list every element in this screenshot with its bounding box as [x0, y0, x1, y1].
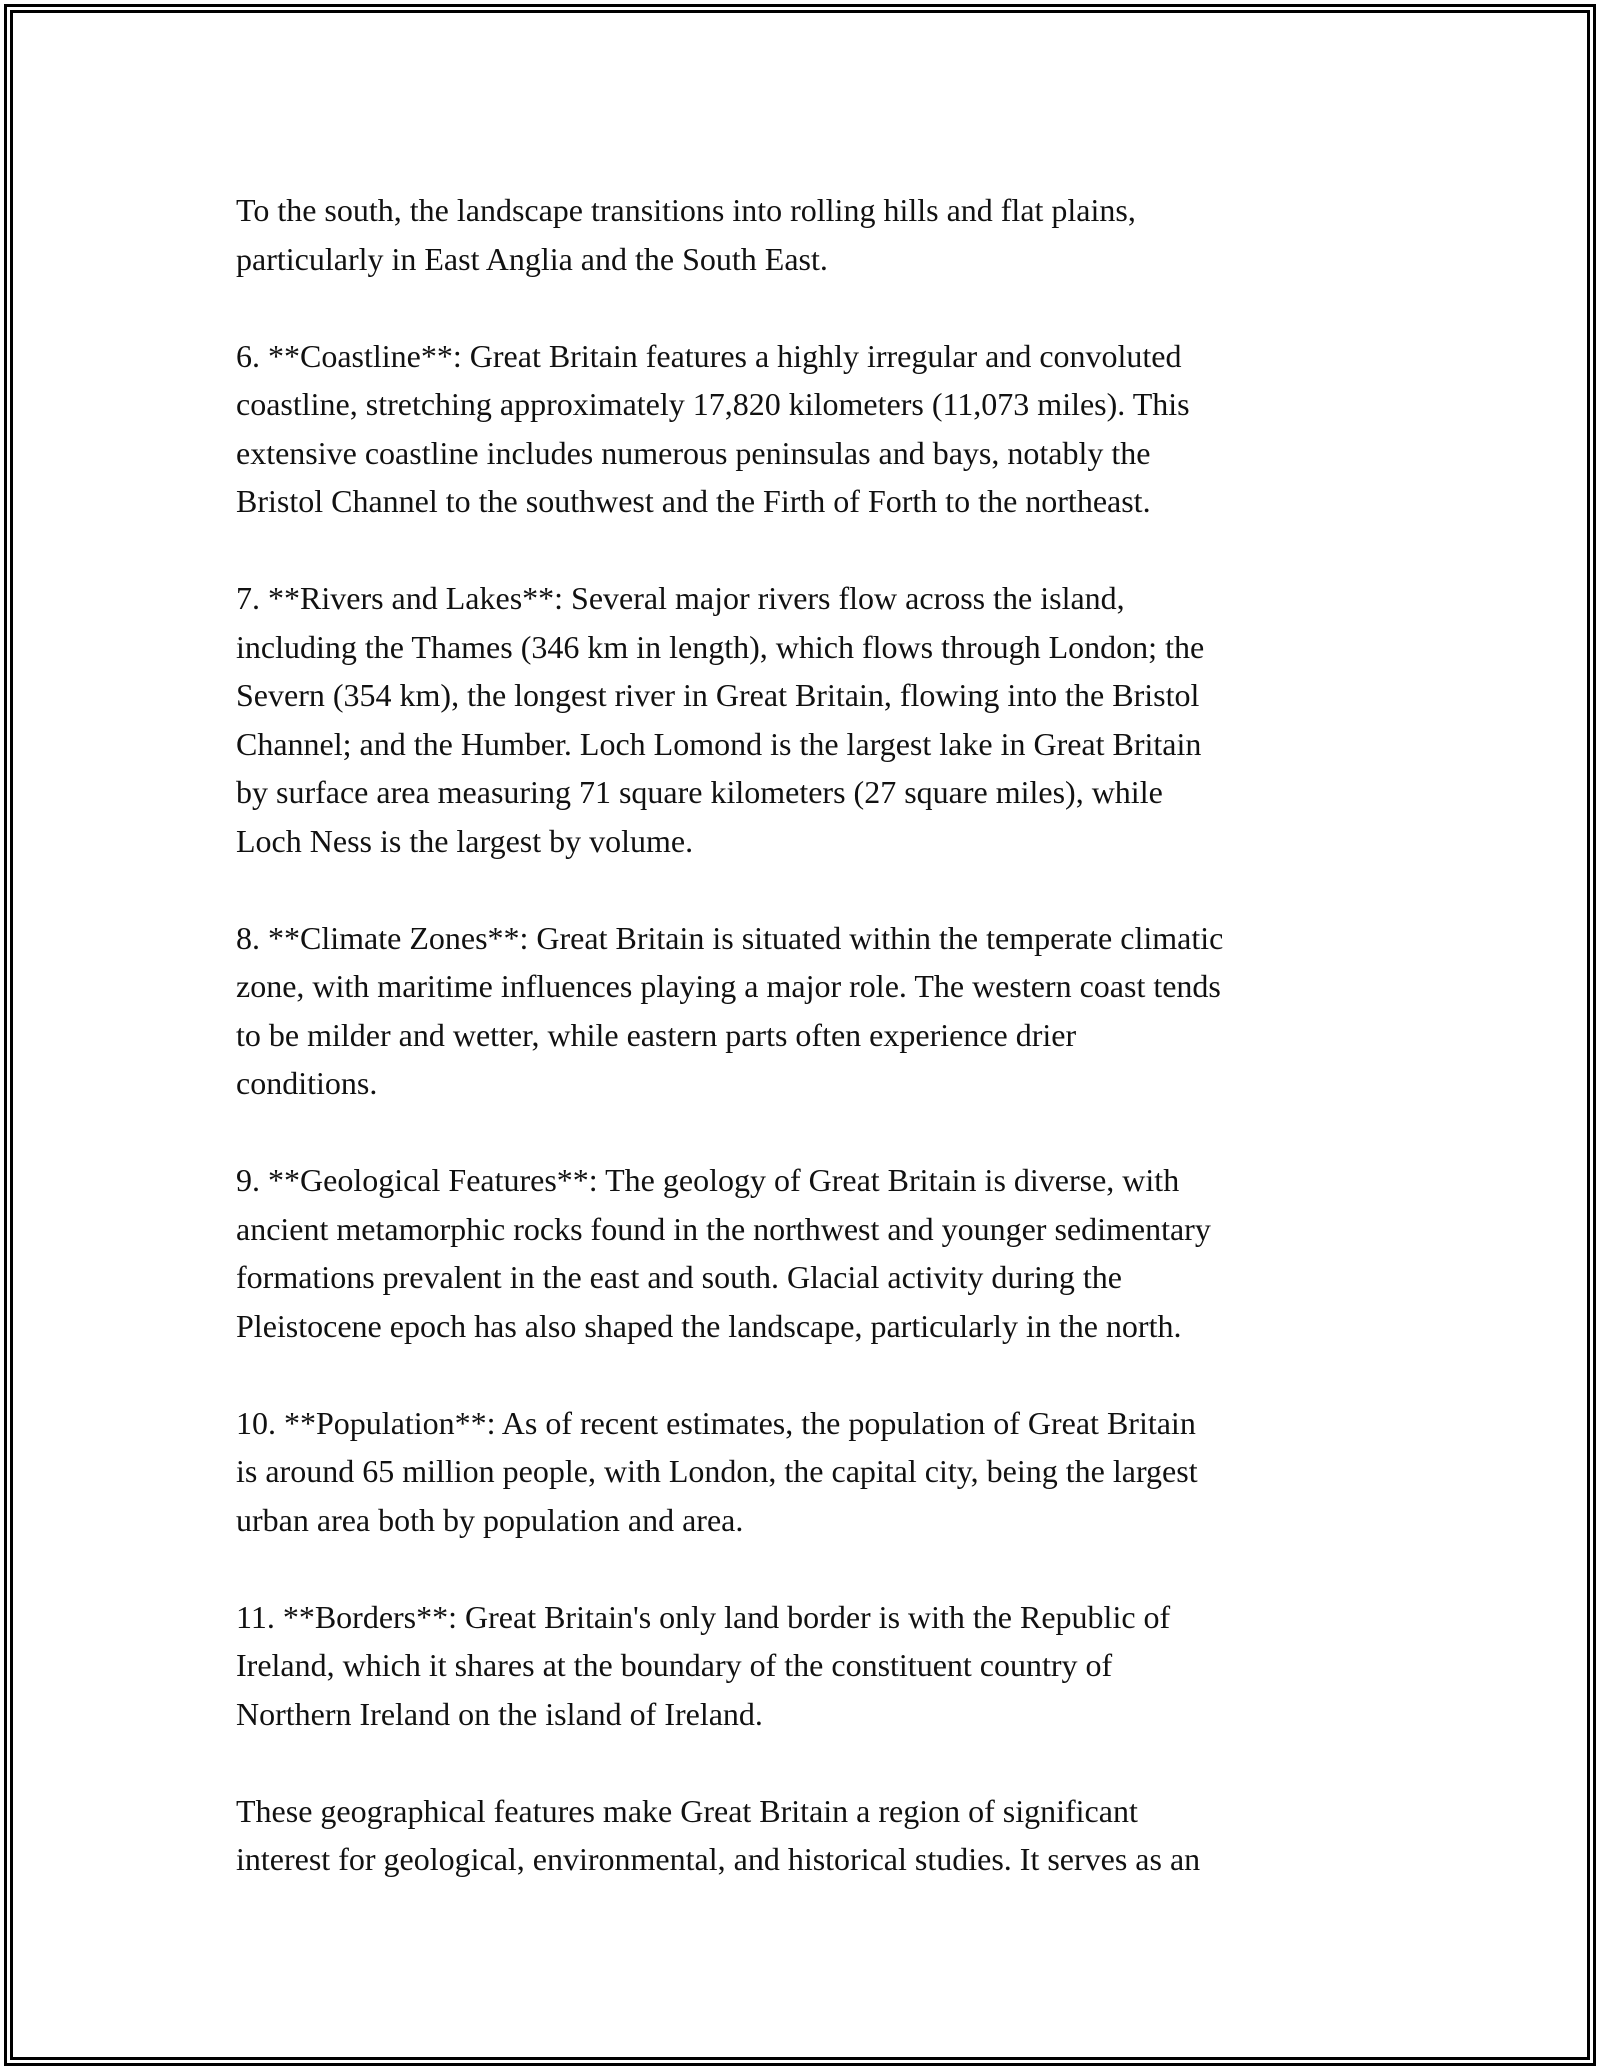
paragraph-coastline: 6. **Coastline**: Great Britain features a highly irregular and convoluted coastline, stretching approximately 17,820 kilometers (11,073 miles). This extensive coastline includes numerous peninsulas and bays, notably the Bristol Channel to the southwest and the Firth of Forth to the northeast. — [236, 337, 1190, 519]
paragraph-population: 10. **Population**: As of recent estimates, the population of Great Britain is around 65 million people, with London, the capital city, being the largest urban area both by population and area. — [236, 1404, 1198, 1538]
paragraph-climate-zones: 8. **Climate Zones**: Great Britain is situated within the temperate climatic zone, with maritime influences playing a major role. The western coast tends to be milder and wetter, while eastern parts often experience drier conditions. — [236, 919, 1224, 1101]
paragraph-borders: 11. **Borders**: Great Britain's only land border is with the Republic of Ireland, which it shares at the boundary of the constituent country of Northern Ireland on the island of Ireland. — [236, 1598, 1171, 1732]
paragraph-intro-south: To the south, the landscape transitions into rolling hills and flat plains, particularly in East Anglia and the South East. — [236, 192, 1136, 277]
paragraph-conclusion: These geographical features make Great Britain a region of significant interest for geological, environmental, and historical studies. It serves as an — [236, 1792, 1201, 1877]
paragraph-rivers-and-lakes: 7. **Rivers and Lakes**: Several major rivers flow across the island, including the Thames (346 km in length), which flows through London; the Severn (354 km), the longest river in Great Britain, flowing into the Bristol Channel; and the Humber. Loch Lomond is the largest lake in Great Britain by surface area measuring 71 square kilometers (27 square miles), while Loch Ness is the largest by volume. — [236, 580, 1205, 859]
paragraph-geological-features: 9. **Geological Features**: The geology of Great Britain is diverse, with ancient metamorphic rocks found in the northwest and younger sedimentary formations prevalent in the east and south. Glacial activity during the Pleistocene epoch has also shaped the landscape, particularly in the north. — [236, 1162, 1211, 1344]
document-body — [236, 186, 1386, 1932]
